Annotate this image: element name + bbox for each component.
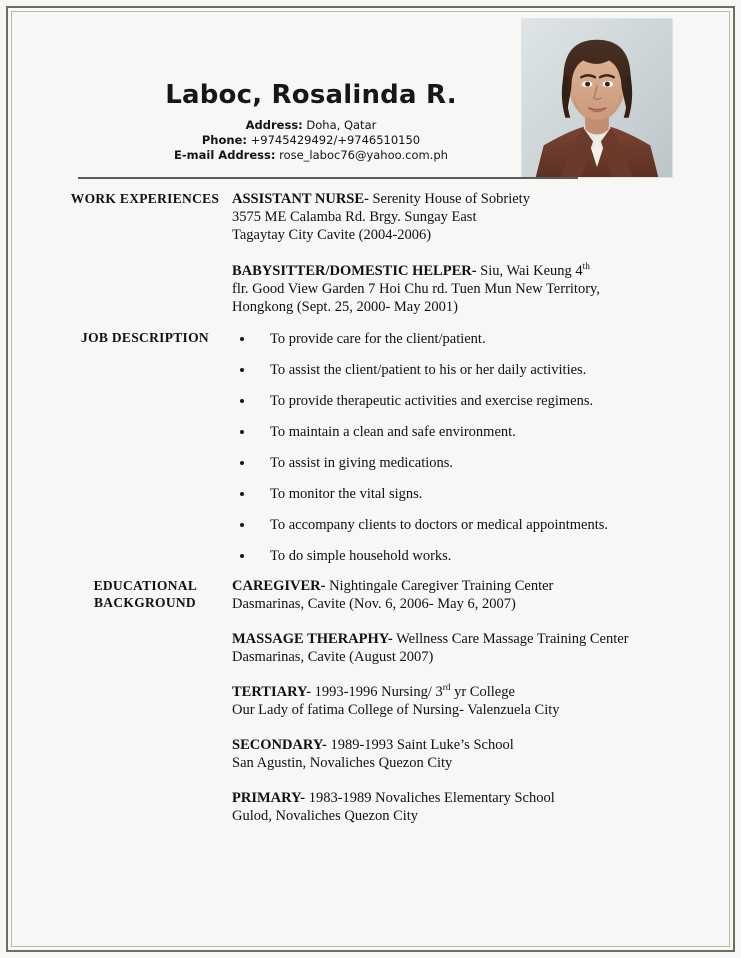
job-description-list bbox=[232, 329, 622, 566]
contact-phone-label: Phone: bbox=[201, 133, 247, 147]
education-entry-title: TERTIARY- bbox=[232, 684, 312, 700]
list-item: To monitor the vital signs. bbox=[232, 484, 622, 504]
education-entry-line2: San Agustin, Novaliches Quezon City bbox=[232, 755, 453, 771]
work-entry-title-line bbox=[232, 262, 652, 280]
contact-email-value: rose_laboc76@yahoo.com.ph bbox=[275, 148, 448, 162]
education-entry bbox=[232, 577, 652, 613]
work-entry-line3: Hongkong (Sept. 25, 2000- May 2001) bbox=[232, 299, 458, 315]
education-label-line2: BACKGROUND bbox=[93, 595, 196, 610]
applicant-name: Laboc, Rosalinda R. bbox=[165, 80, 457, 110]
education-entry-title: CAREGIVER- bbox=[232, 578, 326, 594]
contact-address-label: Address: bbox=[245, 118, 303, 132]
work-experiences-label bbox=[60, 190, 230, 207]
contact-phone-line bbox=[105, 133, 517, 148]
list-item: To provide care for the client/patient. bbox=[232, 329, 622, 349]
work-experiences-body bbox=[232, 190, 652, 316]
education-entry-line2: Dasmarinas, Cavite (August 2007) bbox=[232, 649, 434, 665]
education-entry-institution: Wellness Care Massage Training Center bbox=[392, 631, 629, 647]
contact-phone-value: +9745429492/+9746510150 bbox=[246, 133, 421, 147]
work-entry-line2: flr. Good View Garden 7 Hoi Chu rd. Tuen Mun New Territory, bbox=[232, 281, 600, 297]
list-item: To assist in giving medications. bbox=[232, 453, 622, 473]
work-entry-title-line bbox=[232, 190, 652, 208]
work-entry-employer: Serenity House of Sobriety bbox=[368, 191, 530, 207]
education-entry-title-line bbox=[232, 630, 647, 648]
work-entry-title-superscript: th bbox=[582, 262, 590, 273]
education-entry-line2: Dasmarinas, Cavite (Nov. 6, 2006- May 6, 2007) bbox=[232, 596, 516, 612]
list-item: To assist the client/patient to his or her daily activities. bbox=[232, 360, 622, 380]
contact-address-line bbox=[105, 118, 517, 133]
contact-email-line bbox=[105, 148, 517, 163]
contact-email-label: E-mail Address: bbox=[174, 148, 276, 162]
list-item: To accompany clients to doctors or medical appointments. bbox=[232, 515, 625, 535]
education-entry bbox=[232, 736, 652, 772]
job-description-label: JOB DESCRIPTION bbox=[81, 330, 209, 345]
education-entry-title-line bbox=[232, 683, 652, 701]
education-entry-line2: Gulod, Novaliches Quezon City bbox=[232, 808, 419, 824]
list-item: To maintain a clean and safe environment. bbox=[232, 422, 622, 442]
education-entry-title: PRIMARY- bbox=[232, 790, 306, 806]
education-entry-title-superscript: rd bbox=[442, 683, 451, 694]
education-entry-title: SECONDARY- bbox=[232, 737, 327, 753]
education-entry bbox=[232, 789, 652, 825]
education-entry-title-line bbox=[232, 577, 652, 595]
education-entry bbox=[232, 683, 652, 719]
work-entry bbox=[232, 190, 652, 244]
list-item: To provide therapeutic activities and exercise regimens. bbox=[232, 391, 622, 411]
education-entry bbox=[232, 630, 652, 666]
contact-address-value: Doha, Qatar bbox=[302, 118, 377, 132]
education-entry-institution: 1983-1989 Novaliches Elementary School bbox=[305, 790, 555, 806]
job-description-body bbox=[232, 329, 622, 566]
education-entry-line2: Our Lady of fatima College of Nursing- Valenzuela City bbox=[232, 702, 560, 718]
work-entry-title: ASSISTANT NURSE- bbox=[232, 191, 369, 207]
education-entry-institution: 1993-1996 Nursing/ 3 bbox=[311, 684, 443, 700]
education-entry-institution: 1989-1993 Saint Luke’s School bbox=[326, 737, 514, 753]
work-label-line2: EXPERIENCES bbox=[119, 191, 220, 206]
education-entry-title-tail: yr College bbox=[450, 684, 515, 700]
education-entry-title: MASSAGE THERAPHY- bbox=[232, 631, 393, 647]
portrait-photo bbox=[521, 18, 673, 178]
educational-background-label bbox=[60, 577, 230, 611]
list-item: To do simple household works. bbox=[232, 546, 622, 566]
education-entry-institution: Nightingale Caregiver Training Center bbox=[325, 578, 554, 594]
education-label-line1: EDUCATIONAL bbox=[93, 578, 197, 593]
work-entry-employer: Siu, Wai Keung 4 bbox=[476, 263, 583, 279]
educational-background-body bbox=[232, 577, 652, 825]
work-entry bbox=[232, 262, 652, 316]
education-entry-title-line bbox=[232, 736, 652, 754]
work-entry-line2: 3575 ME Calamba Rd. Brgy. Sungay East bbox=[232, 209, 477, 225]
education-entry-title-line bbox=[232, 789, 652, 807]
work-label-line1: WORK bbox=[70, 191, 117, 206]
work-entry-line3: Tagaytay City Cavite (2004-2006) bbox=[232, 227, 432, 243]
contact-block bbox=[105, 118, 517, 163]
work-entry-title: BABYSITTER/DOMESTIC HELPER- bbox=[232, 263, 477, 279]
header-divider bbox=[78, 177, 578, 179]
